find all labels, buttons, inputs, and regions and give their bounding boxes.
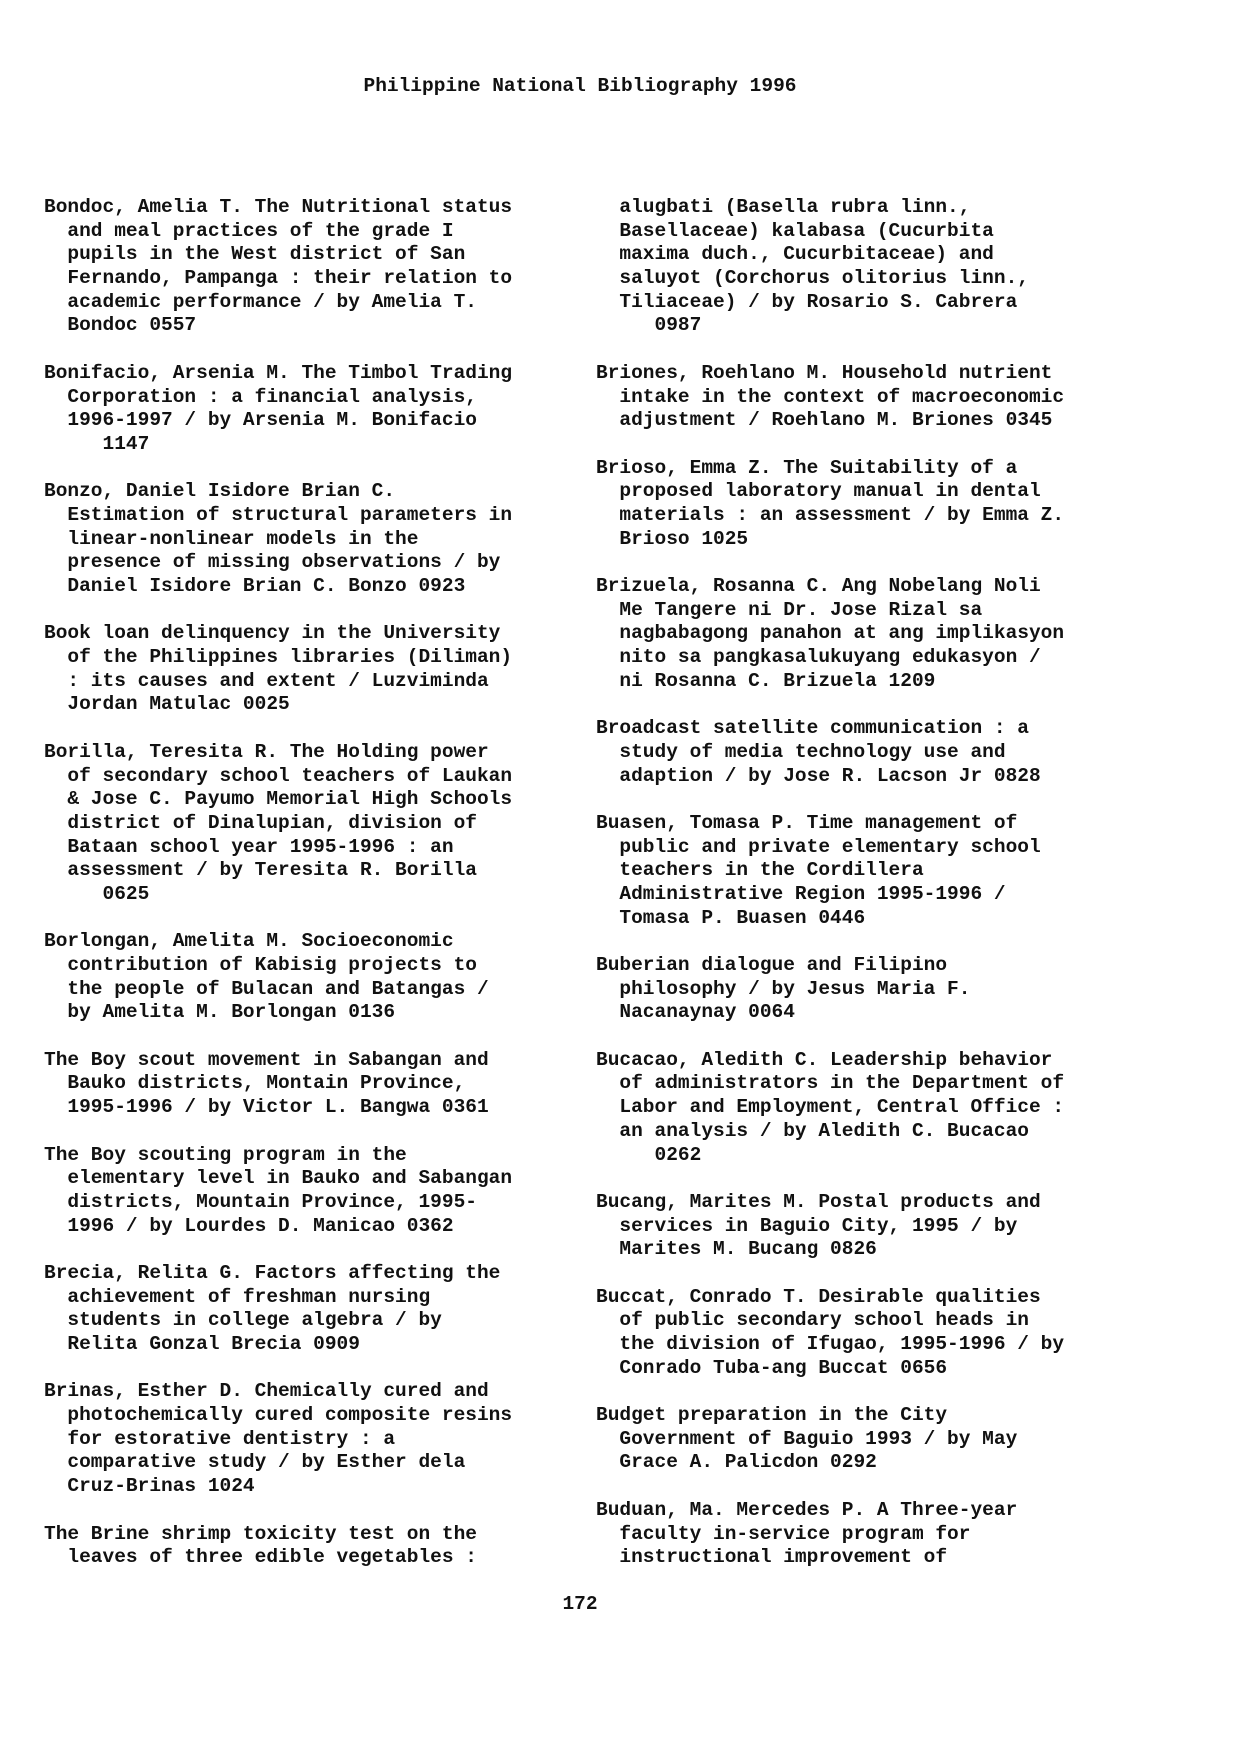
- left-column: [44, 196, 559, 1594]
- bibliography-entry: [596, 954, 1136, 1025]
- bibliography-entry: [44, 196, 559, 338]
- entry-line: pupils in the West district of San: [44, 243, 466, 266]
- entry-line: Buccat, Conrado T. Desirable qualities: [596, 1285, 1041, 1308]
- entry-line: teachers in the Cordillera: [596, 859, 924, 882]
- entry-line: saluyot (Corchorus olitorius linn.,: [596, 267, 1029, 290]
- bibliography-entry: [596, 1499, 1136, 1570]
- entry-line: Tiliaceae) / by Rosario S. Cabrera: [596, 290, 1018, 313]
- entry-line: Cruz-Brinas 1024: [44, 1475, 255, 1498]
- entry-line: : its causes and extent / Luzviminda: [44, 669, 489, 692]
- bibliography-entry: [44, 1049, 559, 1120]
- entry-line: The Brine shrimp toxicity test on the: [44, 1522, 477, 1545]
- bibliography-entry: [596, 1404, 1136, 1475]
- bibliography-entry: [596, 196, 1136, 338]
- entry-line: districts, Mountain Province, 1995-: [44, 1190, 477, 1213]
- entry-line: materials : an assessment / by Emma Z.: [596, 503, 1065, 526]
- entry-line: Buasen, Tomasa P. Time management of: [596, 811, 1018, 834]
- bibliography-entry: [44, 1523, 559, 1570]
- entry-line: Budget preparation in the City: [596, 1404, 948, 1427]
- bibliography-entry: [596, 1286, 1136, 1381]
- entry-line: and meal practices of the grade I: [44, 219, 454, 242]
- entry-line: Grace A. Palicdon 0292: [596, 1451, 877, 1474]
- right-column: [596, 196, 1136, 1594]
- entry-line: students in college algebra / by: [44, 1309, 442, 1332]
- entry-line: Basellaceae) kalabasa (Cucurbita: [596, 219, 994, 242]
- entry-line: of administrators in the Department of: [596, 1072, 1065, 1095]
- entry-line: services in Baguio City, 1995 / by: [596, 1214, 1018, 1237]
- entry-line: elementary level in Bauko and Sabangan: [44, 1167, 513, 1190]
- entry-line: 1995-1996 / by Victor L. Bangwa 0361: [44, 1096, 489, 1119]
- entry-line: assessment / by Teresita R. Borilla: [44, 859, 477, 882]
- bibliography-entry: [596, 457, 1136, 552]
- entry-line: Bondoc 0557: [44, 314, 197, 337]
- entry-line: leaves of three edible vegetables :: [44, 1546, 477, 1569]
- entry-line: Briones, Roehlano M. Household nutrient: [596, 361, 1053, 384]
- bibliography-entry: [44, 362, 559, 457]
- entry-line: Broadcast satellite communication : a: [596, 717, 1029, 740]
- entry-line: Brioso, Emma Z. The Suitability of a: [596, 456, 1018, 479]
- entry-line: Me Tangere ni Dr. Jose Rizal sa: [596, 598, 983, 621]
- entry-line: the division of Ifugao, 1995-1996 / by: [596, 1333, 1065, 1355]
- entry-line: Tomasa P. Buasen 0446: [596, 906, 866, 929]
- entry-line: Bonifacio, Arsenia M. The Timbol Trading: [44, 361, 513, 384]
- bibliography-entry: [596, 717, 1136, 788]
- bibliography-entry: [596, 1049, 1136, 1167]
- bibliography-entry: [44, 480, 559, 598]
- entry-line: the people of Bulacan and Batangas /: [44, 977, 489, 1000]
- entry-line: Borlongan, Amelita M. Socioeconomic: [44, 930, 454, 953]
- entry-line: district of Dinalupian, division of: [44, 811, 477, 834]
- entry-line: of secondary school teachers of Laukan: [44, 764, 513, 787]
- entry-line: Estimation of structural parameters in: [44, 503, 513, 526]
- entry-line: Buberian dialogue and Filipino: [596, 954, 948, 976]
- entry-line: Corporation : a financial analysis,: [44, 385, 477, 408]
- entry-line: Bonzo, Daniel Isidore Brian C.: [44, 480, 396, 503]
- entry-line: Brioso 1025: [596, 527, 749, 550]
- entry-line: Conrado Tuba-ang Buccat 0656: [596, 1356, 948, 1379]
- bibliography-entry: [44, 930, 559, 1025]
- entry-line: 0987: [596, 314, 702, 337]
- entry-line: ni Rosanna C. Brizuela 1209: [596, 669, 936, 692]
- entry-line: Government of Baguio 1993 / by May: [596, 1427, 1018, 1450]
- entry-line: study of media technology use and: [596, 740, 1006, 763]
- entry-line: faculty in-service program for: [596, 1522, 971, 1545]
- entry-line: Brecia, Relita G. Factors affecting the: [44, 1261, 501, 1284]
- entry-line: photochemically cured composite resins: [44, 1404, 513, 1427]
- entry-line: Daniel Isidore Brian C. Bonzo 0923: [44, 575, 466, 597]
- entry-line: intake in the context of macroeconomic: [596, 385, 1065, 408]
- entry-line: an analysis / by Aledith C. Bucacao: [596, 1119, 1029, 1142]
- entry-line: Fernando, Pampanga : their relation to: [44, 267, 513, 290]
- entry-line: The Boy scout movement in Sabangan and: [44, 1048, 489, 1071]
- entry-line: Marites M. Bucang 0826: [596, 1238, 877, 1261]
- bibliography-entry: [44, 741, 559, 907]
- entry-line: Relita Gonzal Brecia 0909: [44, 1333, 360, 1355]
- bibliography-entry: [44, 622, 559, 717]
- entry-line: Book loan delinquency in the University: [44, 622, 501, 645]
- entry-line: 1147: [44, 432, 150, 455]
- entry-line: Buduan, Ma. Mercedes P. A Three-year: [596, 1498, 1018, 1521]
- entry-line: public and private elementary school: [596, 835, 1041, 858]
- entry-line: Borilla, Teresita R. The Holding power: [44, 740, 489, 763]
- entry-line: presence of missing observations / by: [44, 551, 501, 574]
- bibliography-entry: [596, 1191, 1136, 1262]
- bibliography-entry: [596, 575, 1136, 693]
- entry-line: 0262: [596, 1143, 702, 1166]
- page-number: 172: [562, 1593, 598, 1615]
- entry-line: Bucacao, Aledith C. Leadership behavior: [596, 1048, 1053, 1071]
- entry-line: Bataan school year 1995-1996 : an: [44, 835, 454, 858]
- entry-line: academic performance / by Amelia T.: [44, 290, 477, 313]
- bibliography-entry: [44, 1144, 559, 1239]
- entry-line: Brinas, Esther D. Chemically cured and: [44, 1380, 489, 1403]
- entry-line: alugbati (Basella rubra linn.,: [596, 196, 971, 218]
- entry-line: achievement of freshman nursing: [44, 1285, 431, 1308]
- bibliography-entry: [44, 1380, 559, 1498]
- entry-line: nito sa pangkasalukuyang edukasyon /: [596, 646, 1041, 669]
- entry-line: & Jose C. Payumo Memorial High Schools: [44, 788, 513, 811]
- entry-line: of public secondary school heads in: [596, 1309, 1029, 1332]
- entry-line: Bondoc, Amelia T. The Nutritional status: [44, 196, 513, 218]
- entry-line: adaption / by Jose R. Lacson Jr 0828: [596, 764, 1041, 787]
- entry-line: by Amelita M. Borlongan 0136: [44, 1001, 396, 1024]
- entry-line: adjustment / Roehlano M. Briones 0345: [596, 409, 1053, 432]
- bibliography-entry: [596, 812, 1136, 930]
- entry-line: The Boy scouting program in the: [44, 1143, 407, 1166]
- entry-line: maxima duch., Cucurbitaceae) and: [596, 243, 994, 266]
- entry-line: Brizuela, Rosanna C. Ang Nobelang Noli: [596, 575, 1041, 597]
- entry-line: contribution of Kabisig projects to: [44, 954, 477, 976]
- bibliography-entry: [44, 1262, 559, 1357]
- entry-line: linear-nonlinear models in the: [44, 527, 419, 550]
- entry-line: proposed laboratory manual in dental: [596, 480, 1041, 503]
- entry-line: Labor and Employment, Central Office :: [596, 1096, 1065, 1119]
- bibliography-entry: [596, 362, 1136, 433]
- entry-line: comparative study / by Esther dela: [44, 1451, 466, 1474]
- entry-line: for estorative dentistry : a: [44, 1427, 396, 1450]
- entry-line: instructional improvement of: [596, 1546, 948, 1569]
- entry-line: 1996-1997 / by Arsenia M. Bonifacio: [44, 409, 477, 432]
- entry-line: 1996 / by Lourdes D. Manicao 0362: [44, 1214, 454, 1237]
- entry-line: Administrative Region 1995-1996 /: [596, 882, 1006, 905]
- entry-line: Bauko districts, Montain Province,: [44, 1072, 466, 1095]
- entry-line: nagbabagong panahon at ang implikasyon: [596, 622, 1065, 645]
- page-title: Philippine National Bibliography 1996: [363, 75, 797, 97]
- entry-line: philosophy / by Jesus Maria F.: [596, 977, 971, 1000]
- entry-line: Jordan Matulac 0025: [44, 693, 290, 716]
- entry-line: 0625: [44, 882, 150, 905]
- entry-line: Bucang, Marites M. Postal products and: [596, 1190, 1041, 1213]
- entry-line: of the Philippines libraries (Diliman): [44, 646, 513, 669]
- entry-line: Nacanaynay 0064: [596, 1001, 795, 1024]
